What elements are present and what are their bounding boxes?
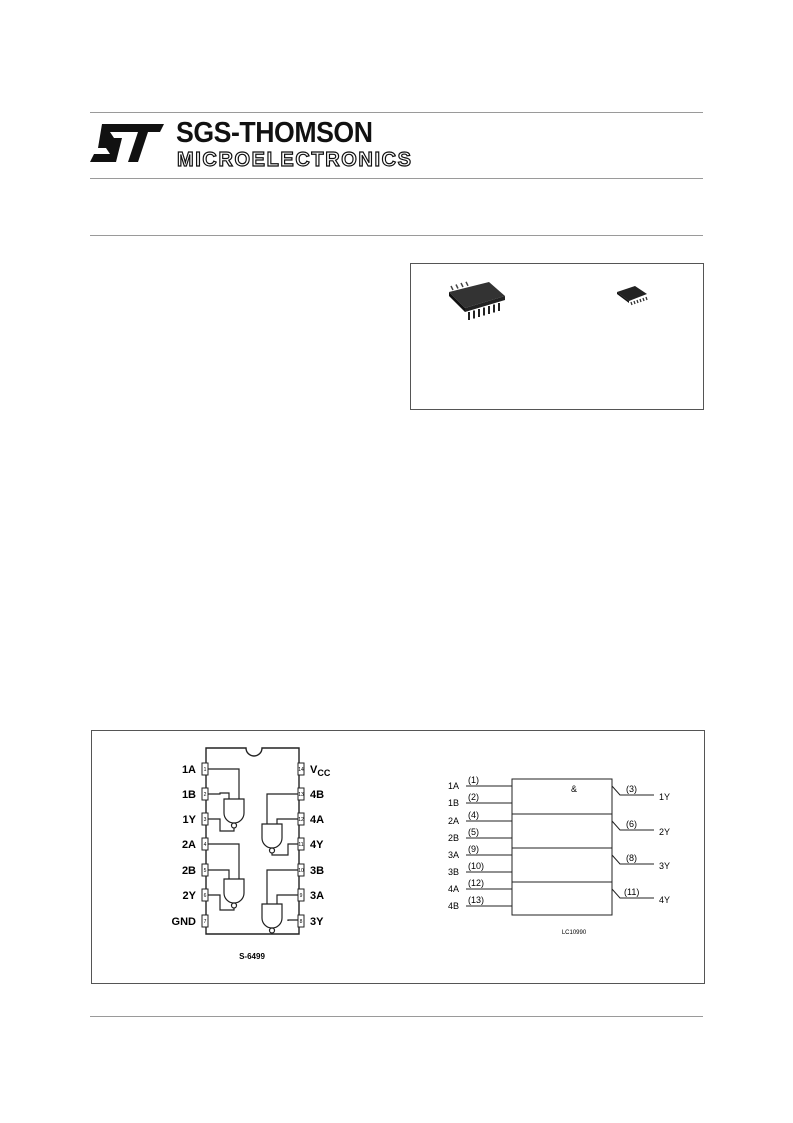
- diagrams-box: [91, 730, 705, 984]
- output-label-3y: 3Y: [659, 861, 671, 871]
- input-pin-1: (1): [468, 775, 479, 785]
- logic-block: [512, 779, 612, 915]
- pin-label-vcc: $V_{CC}$: [310, 764, 331, 778]
- pin-label-2b: 2B: [181, 865, 196, 877]
- so-package-icon: [615, 284, 649, 306]
- input-label-1a: 1A: [448, 781, 460, 791]
- pin-number-11: 11: [298, 842, 304, 848]
- pin-number-7: 7: [203, 919, 207, 925]
- pin-label-4y: 4Y: [310, 839, 324, 851]
- pin-number-1: 1: [203, 767, 207, 773]
- pin-label-2a: 2A: [181, 839, 196, 851]
- connection-diagram: [92, 731, 392, 981]
- top-rule: [90, 112, 703, 113]
- pin-number-3: 3: [203, 817, 207, 823]
- output-label-2y: 2Y: [659, 827, 671, 837]
- input-label-4b: 4B: [448, 901, 460, 911]
- pin-label-2y: 2Y: [182, 890, 196, 902]
- input-label-3b: 3B: [448, 867, 460, 877]
- pin-number-4: 4: [203, 842, 207, 848]
- input-pin-13: (13): [468, 895, 485, 905]
- output-label-1y: 1Y: [659, 792, 671, 802]
- pin-label-1y: 1Y: [182, 814, 196, 826]
- header-rule: [90, 178, 703, 179]
- brand-division: MICROELECTRONICS: [177, 149, 413, 171]
- logic-figure-code: LC10990: [561, 930, 587, 936]
- pin-number-10: 10: [298, 868, 304, 874]
- dip-package-icon: [445, 276, 509, 328]
- input-label-2b: 2B: [448, 833, 460, 843]
- output-label-4y: 4Y: [659, 895, 671, 905]
- nand-gate-4: [262, 794, 298, 855]
- input-pin-10: (10): [468, 861, 485, 871]
- pin-label-3a: 3A: [310, 890, 325, 902]
- input-pin-12: (12): [468, 878, 485, 888]
- pin-number-6: 6: [203, 893, 207, 899]
- input-label-1b: 1B: [448, 798, 460, 808]
- pin-number-5: 5: [203, 868, 207, 874]
- pin-number-14: 14: [298, 767, 304, 773]
- pin-number-13: 13: [298, 792, 304, 798]
- pin-number-12: 12: [298, 817, 304, 823]
- nand-gate-1: [208, 769, 244, 831]
- and-symbol: &: [570, 784, 578, 794]
- pin-label-1b: 1B: [181, 789, 196, 801]
- pin-label-gnd: GND: [171, 916, 196, 928]
- package-box: [410, 263, 704, 410]
- pin-label-4b: 4B: [310, 789, 325, 801]
- input-label-3a: 3A: [448, 850, 460, 860]
- pin-number-8: 8: [299, 919, 303, 925]
- pin-number-2: 2: [203, 792, 207, 798]
- pin-label-3y: 3Y: [310, 916, 324, 928]
- input-pin-4: (4): [468, 810, 479, 820]
- title-rule: [90, 235, 703, 236]
- output-pin-6: (6): [626, 819, 637, 829]
- pin-label-3b: 3B: [310, 865, 325, 877]
- brand-name: SGS-THOMSON: [176, 117, 373, 149]
- logic-symbol: [432, 731, 702, 981]
- pin-number-9: 9: [299, 893, 303, 899]
- input-pin-9: (9): [468, 844, 479, 854]
- st-logo-icon: [88, 122, 166, 164]
- nand-gate-2: [208, 844, 244, 910]
- pin-label-4a: 4A: [310, 814, 325, 826]
- pin-label-1a: 1A: [181, 764, 196, 776]
- nand-gate-3: [262, 870, 298, 934]
- input-label-4a: 4A: [448, 884, 460, 894]
- output-pin-3: (3): [626, 784, 637, 794]
- input-pin-5: (5): [468, 827, 479, 837]
- footer-rule: [90, 1016, 703, 1017]
- output-pin-11: (11): [624, 887, 640, 897]
- output-pin-8: (8): [626, 853, 637, 863]
- connection-figure-code: S-6499: [239, 952, 265, 961]
- input-label-2a: 2A: [448, 816, 460, 826]
- input-pin-2: (2): [468, 792, 479, 802]
